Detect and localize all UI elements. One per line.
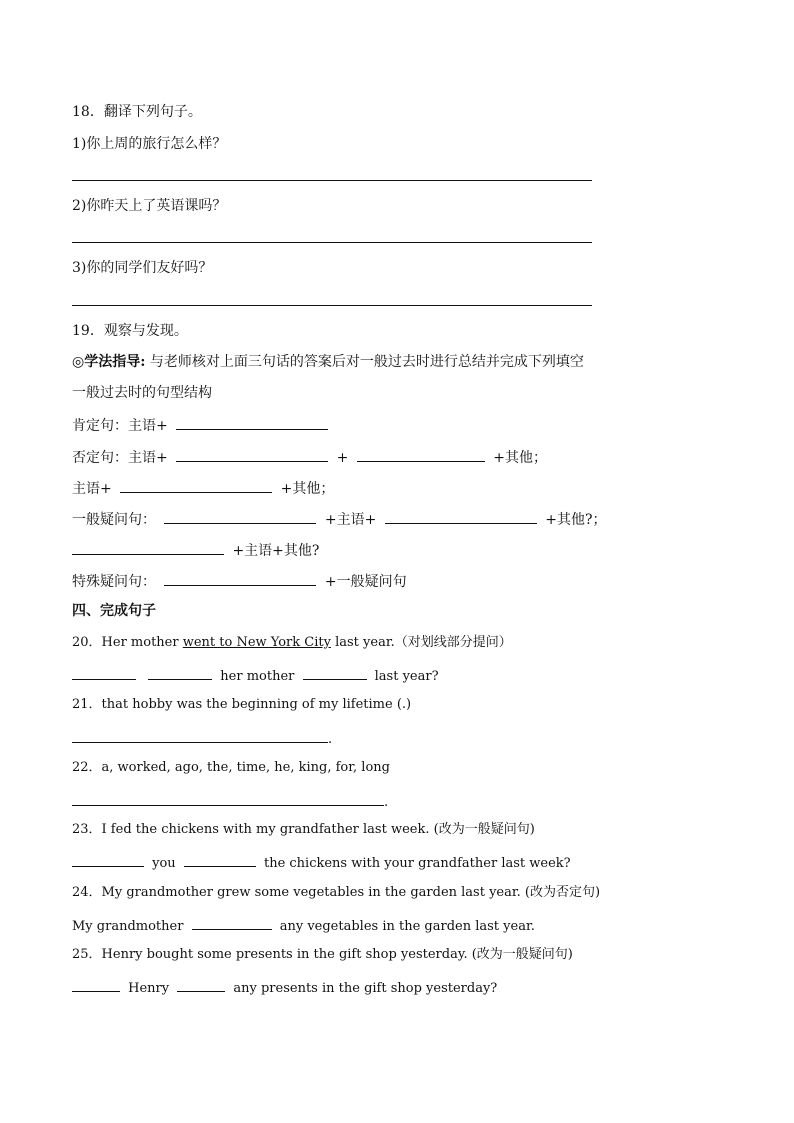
q19-guide-label: ◎学法指导: <box>72 354 146 370</box>
plus-sign: + <box>336 450 349 466</box>
q25-henry: Henry <box>128 981 170 996</box>
blank[interactable] <box>72 540 224 555</box>
blank[interactable] <box>164 509 316 524</box>
blank[interactable] <box>120 478 272 493</box>
q18-sentence-2: 2)你昨天上了英语课吗？ <box>72 198 227 214</box>
blank[interactable] <box>184 852 256 867</box>
blank[interactable] <box>303 665 367 680</box>
q19-general-question-2 <box>72 540 319 560</box>
q24-answer-end: any vegetables in the garden last year. <box>279 919 535 934</box>
other-text: +其他?； <box>545 512 607 528</box>
q18-answer-line-2[interactable] <box>72 242 592 243</box>
subject-other-text: +主语+其他? <box>232 543 320 559</box>
q20-answer <box>72 665 439 686</box>
q19-general-question <box>72 509 607 529</box>
q22-question: 22．a, worked, ago, the, time, he, king, for, long <box>72 760 390 775</box>
q20-question <box>72 634 512 652</box>
q25-answer <box>72 977 497 998</box>
q25-answer-end: any presents in the gift shop yesterday? <box>233 981 498 996</box>
q24-question: 24．My grandmother grew some vegetables in the garden last year. (改为否定句) <box>72 885 601 900</box>
q21-answer <box>72 728 332 749</box>
blank[interactable] <box>148 665 212 680</box>
special-question-label: 特殊疑问句： <box>72 574 156 590</box>
blank[interactable] <box>72 665 136 680</box>
blank[interactable] <box>164 571 316 586</box>
q19-affirmative <box>72 415 332 435</box>
q24-answer-start: My grandmother <box>72 919 184 934</box>
plus-general-text: +一般疑问句 <box>324 574 407 590</box>
q23-answer <box>72 852 571 873</box>
blank[interactable] <box>192 915 272 930</box>
q20-number: 20． <box>72 635 102 650</box>
q18-answer-line-1[interactable] <box>72 180 592 181</box>
other-text: +其他； <box>280 481 335 497</box>
section-4-title: 四、完成句子 <box>72 603 156 619</box>
q18-sentence-1: 1)你上周的旅行怎么样？ <box>72 136 227 152</box>
q22-answer <box>72 791 388 812</box>
blank[interactable] <box>176 415 328 430</box>
subject-plus: +主语+ <box>324 512 377 528</box>
period: . <box>328 732 333 747</box>
period: . <box>384 795 389 810</box>
q19-special-question <box>72 571 407 591</box>
q20-post: last year.（对划线部分提问） <box>330 635 512 650</box>
blank[interactable] <box>72 852 144 867</box>
q21-question: 21．that hobby was the beginning of my lifetime (.) <box>72 697 412 712</box>
q18-answer-line-3[interactable] <box>72 305 592 306</box>
q23-question: 23．I fed the chickens with my grandfather last week. (改为一般疑问句) <box>72 822 535 837</box>
q18-title: 18．翻译下列句子。 <box>72 104 202 120</box>
q19-guide <box>72 353 584 371</box>
q18-sentence-3: 3)你的同学们友好吗？ <box>72 260 213 276</box>
other-text: +其他； <box>493 450 548 466</box>
q19-negative-2 <box>72 478 334 498</box>
blank[interactable] <box>385 509 537 524</box>
q23-you: you <box>152 856 176 871</box>
blank[interactable] <box>72 728 328 743</box>
q19-title: 19．观察与发现。 <box>72 323 188 339</box>
blank[interactable] <box>72 977 120 992</box>
blank[interactable] <box>72 791 384 806</box>
subject-plus: 主语+ <box>72 481 112 497</box>
q24-answer <box>72 915 535 936</box>
affirmative-label: 肯定句：主语+ <box>72 418 168 434</box>
q20-answer-mid: her mother <box>220 669 295 684</box>
q25-question: 25．Henry bought some presents in the gift shop yesterday. (改为一般疑问句) <box>72 947 573 962</box>
q19-structure: 一般过去时的句型结构 <box>72 385 212 401</box>
q19-negative <box>72 447 547 467</box>
q20-pre: Her mother <box>101 635 183 650</box>
general-question-label: 一般疑问句： <box>72 512 156 528</box>
q20-underlined: went to New York City <box>182 635 331 650</box>
q20-answer-end: last year? <box>374 669 439 684</box>
blank[interactable] <box>357 447 485 462</box>
q19-guide-text: 与老师核对上面三句话的答案后对一般过去时进行总结并完成下列填空 <box>145 354 584 370</box>
blank[interactable] <box>177 977 225 992</box>
negative-label: 否定句：主语+ <box>72 450 168 466</box>
blank[interactable] <box>176 447 328 462</box>
q23-answer-end: the chickens with your grandfather last week? <box>263 856 571 871</box>
